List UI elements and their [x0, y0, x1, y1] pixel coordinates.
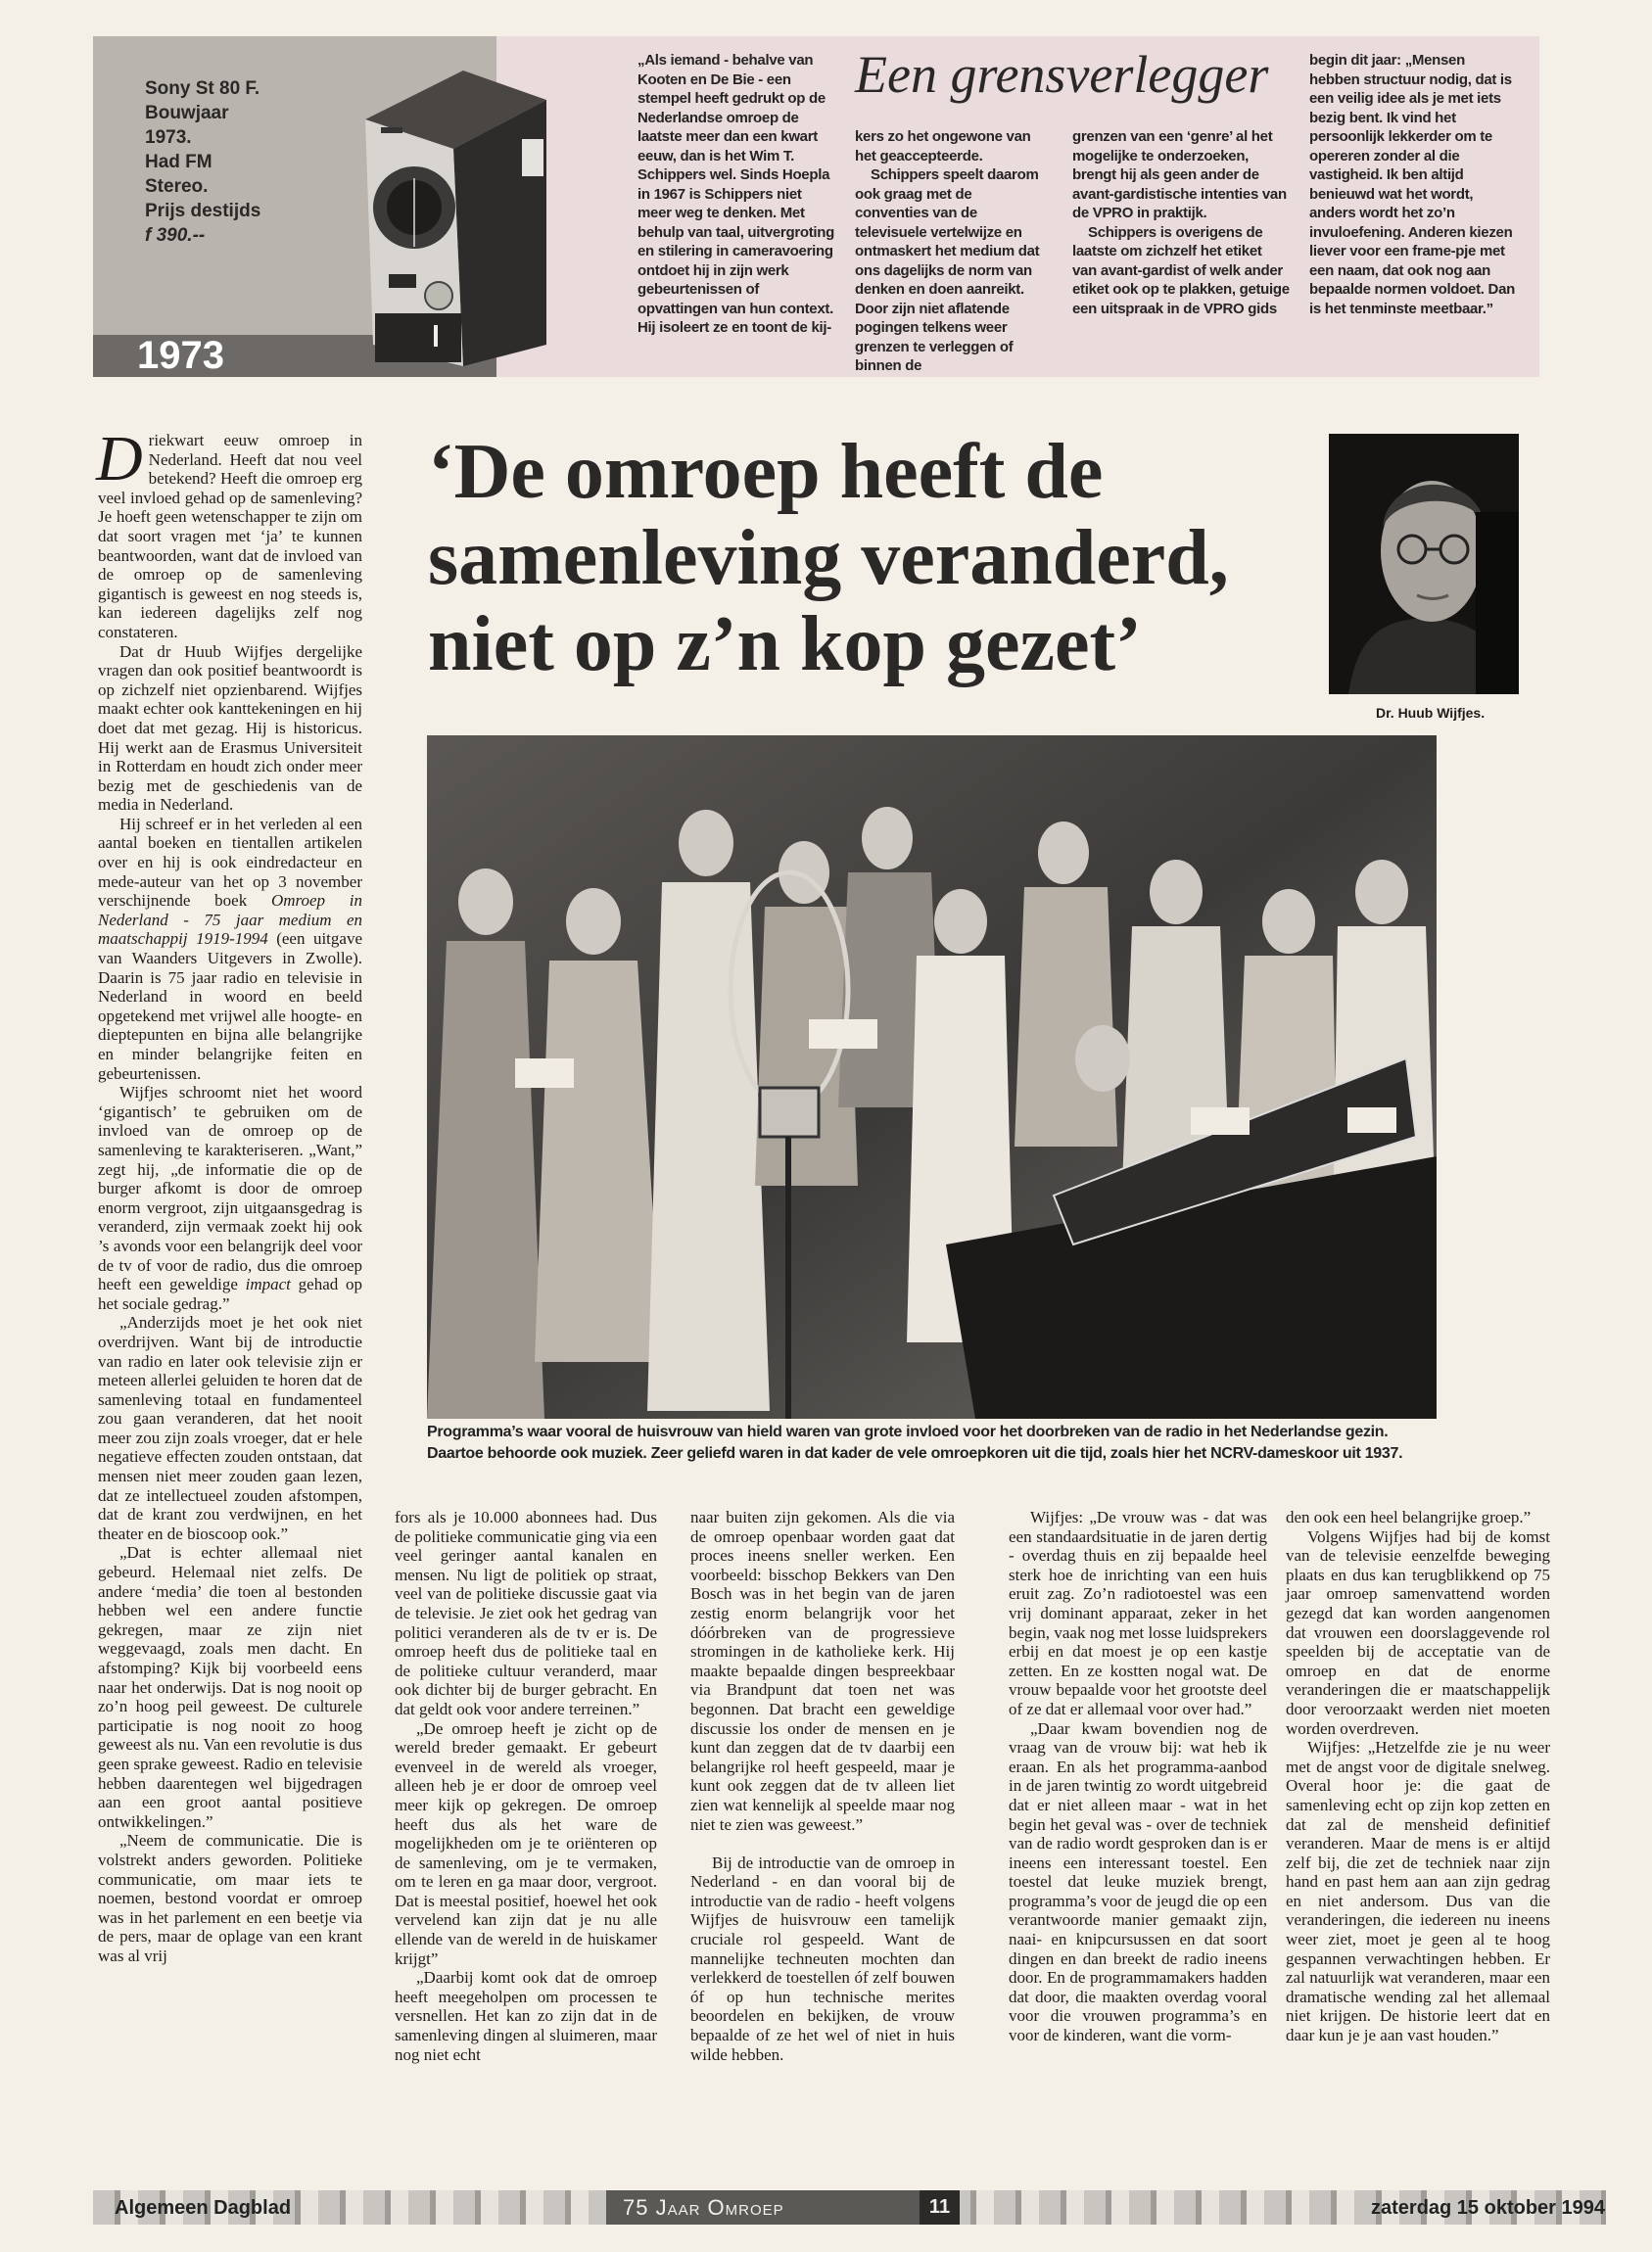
text-run: Schippers speelt daarom ook graag met de conventies van de televisuele vertelwijze en ontmaskert het medium dat ons dagelijks de norm van denken en doen aanreikt. Door zijn niet aflatende pogingen telkens weer grenzen te verleggen of binnen de: [855, 166, 1040, 374]
sidebar-column: [855, 127, 1049, 376]
portrait-photo: [1329, 434, 1519, 694]
photo-caption: Programma’s waar vooral de huisvrouw van hield waren van grote invloed voor het doorbreken van de radio in het Nederlandse gezin. Daartoe behoorde ook muziek. Zeer geliefd waren in dat kader de vele omroepkoren uit die tijd, zoals hier het NCRV-dameskoor uit 1937.: [427, 1424, 1403, 1462]
text-run: „Als iemand - behalve van Kooten en De Bie - een stempel heeft gedrukt op de Nederlandse omroep de laatste meer dan een kwart eeuw, dan is het Wim T. Schippers wel. Sinds Hoepla in 1967 is Schippers niet meer weg te denken. Met behulp van taal, uitvergroting en stilering in cameravoering ontdoet hij in zijn werk gebeurtenissen of opvattingen van hun context. Hij isoleert ze en toont de kij-: [637, 52, 835, 336]
sidebar-column: [1309, 51, 1517, 318]
text-run: Bij de introductie van de omroep in Nederland - en dan vooral bij de introductie van de radio - heeft volgens Wijfjes de huisvrouw een tamelijk cruciale rol gespeeld. Want de mannelijke techneuten mochten dan verlekkerd de toestellen óf zelf bouwen óf op hun technische merites beoordelen en bekijken, de vrouw bepaalde of ze het wel of niet in huis wilde hebben.: [690, 1853, 955, 2064]
paragraph: [395, 1719, 657, 1969]
year-label: 1973: [137, 334, 224, 377]
section-title: 75 Jaar Omroep: [623, 2195, 784, 2220]
headline-line: samenleving veranderd,: [428, 515, 1229, 601]
article-column: [395, 1508, 657, 2064]
paragraph: [1309, 51, 1517, 318]
product-line: Sony St 80 F.: [145, 78, 260, 99]
paragraph: [1009, 1719, 1267, 2045]
text-run: kers zo het ongewone van het geaccepteerde.: [855, 128, 1031, 164]
article-column: [1286, 1508, 1550, 2045]
radio-receiver-image: [346, 51, 556, 370]
text-run: den ook een heel belangrijke groep.”: [1286, 1508, 1532, 1526]
text-run: begin dit jaar: „Mensen hebben structuur nodig, dat is een veilig idee als je met iets bezig bent. Ik vind het persoonlijk lekkerder om te opereren zonder al die vastigheid. Ik ben altijd benieuwd wat het wordt, anders wordt het zo’n invuloefening. Anderen kiezen liever voor een frame-pje met een naam, dat ook nog aan bepaalde normen voldoet. Dan is het tenminste meetbaar.”: [1309, 52, 1515, 317]
issue-date: zaterdag 15 oktober 1994: [1371, 2197, 1605, 2219]
article-column: [690, 1508, 955, 2064]
text-run: gehad op het sociale gedrag.”: [98, 1275, 362, 1313]
portrait-caption: Dr. Huub Wijfjes.: [1376, 705, 1486, 721]
text-run: „Neem de communicatie. Die is volstrekt anders geworden. Politieke communicatie, om maar iets te noemen, bestond voordat er omroep was in het parlement en een beetje via de pers, maar de oplage van een krant was al vrij: [98, 1831, 362, 1965]
text-run: „Daarbij komt ook dat de omroep heeft meegeholpen om processen te versnellen. Het kan zo zijn dat in de samenleving dingen al sluimeren, maar nog niet echt: [395, 1968, 657, 2064]
product-description: [145, 76, 260, 248]
paragraph: [1072, 223, 1290, 319]
paragraph: [395, 1508, 657, 1719]
text-run: Wijfjes: „Hetzelfde zie je nu weer met de angst voor de digitale snelweg. Overal hoor je: die gaat de samenleving echt op zijn kop zetten en dat zal de mensheid definitief veranderen. Maar de mens is er altijd zelf bij, die zet de techniek naar zijn hand en past hem aan aan zijn gedrag en niet andersom. Dus van die veranderingen, die iedereen nu ineens weer ziet, moet je geen al te hoog gespannen verwachtingen hebben. Er zal natuurlijk wat veranderen, maar een dramatische wending zal het allemaal niet krijgen. De historie leert dat en daar kun je je aan vast houden.”: [1286, 1738, 1550, 2045]
product-line: Bouwjaar: [145, 103, 229, 123]
text-run: Dat dr Huub Wijfjes dergelijke vragen dan ook positief beantwoordt is op zichzelf niet opzienbarend. Wijfjes maakt echter ook kanttekeningen en hij doet dat met gezag. Hij is historicus. Hij werkt aan de Erasmus Universiteit in Rotterdam en houdt zich onder meer bezig met de geschiedenis van de media in Nederland.: [98, 641, 362, 815]
article-headline: [428, 429, 1229, 687]
paragraph: [395, 1968, 657, 2064]
choir-photo: [427, 735, 1437, 1419]
paragraph: [1072, 127, 1290, 223]
paragraph: [1009, 1508, 1267, 1719]
text-run: naar buiten zijn gekomen. Als die via de omroep openbaar worden gaat dat proces ineens sneller werken. Een voorbeeld: bisschop Bekkers van Den Bosch was in het begin van de jaren zestig enorm belangrijk voor het dóórbreken van de progressieve stromingen in de katholieke kerk. Hij maakte bepaalde dingen bespreekbaar via Brandpunt dat toen net was begonnen. Dat bracht een geweldige discussie los onder de mensen en je kunt dan zeggen dat de tv daarbij een belangrijke rol heeft gespeeld, maar je kunt ook zeggen dat de tv alleen liet zien wat kennelijk al speelde maar nog niet te zien was geweest.”: [690, 1508, 955, 1834]
paragraph: [98, 1543, 362, 1831]
paragraph: [96, 423, 362, 642]
text-run: riekwart eeuw omroep in Nederland. Heeft dat nou veel betekend? Heeft die omroep erg veel invloed gehad op de samenleving? Je hoeft geen wetenschapper te zijn om dat soort vragen met ‘ja’ te kunnen beantwoorden, want dat de invloed van de omroep op de samenleving gigantisch is geweest en nog steeds is, kan iedereen dagelijks zelf nog constateren.: [98, 431, 362, 641]
article-column: [1009, 1508, 1267, 2045]
paragraph: [98, 642, 362, 815]
text-run: Schippers is overigens de laatste om zichzelf het etiket van avant-gardist of welk ander etiket ook op te plakken, getuige een uitspraak in de VPRO gids: [1072, 223, 1290, 317]
text-run: Hij schreef er in het verleden al een aantal boeken en tientallen artikelen over en hij is ook eindredacteur en mede-auteur van het op 3 november verschijnende boek: [98, 814, 362, 911]
paragraph: [98, 815, 362, 1083]
product-line: Had FM: [145, 152, 212, 172]
product-line: f 390.--: [145, 225, 206, 246]
paragraph: [98, 1313, 362, 1543]
text-run: „Anderzijds moet je het ook niet overdrijven. Want bij de introductie van radio en later ook televisie zijn er meteen allerlei geluiden te horen dat de samenleving totaal en fundamenteel zou gaan veranderen, dat het nooit meer zou zijn zoals vroeger, dat er hele negatieve effecten zouden ontstaan, dat mensen niet meer zouden gaan lezen, dat ze intellectueel zouden afstompen, dat de krant zou verdwijnen, en het theater en de bioscoop ook.”: [98, 1313, 362, 1543]
text-run: Volgens Wijfjes had bij de komst van de televisie eenzelfde beweging plaats en dus kan terugblikkend op 75 jaar omroep samenvattend worden gezegd dat kan worden aangenomen dat vrouwen een doorslaggevende rol speelden bij de acceptatie van de omroep en dat de enorme veranderingen die er maatschappelijk door veroorzaakt werden niet moeten worden overdreven.: [1286, 1526, 1550, 1738]
product-line: Prijs destijds: [145, 201, 261, 221]
paragraph: [1286, 1738, 1550, 2045]
italic-text: Omroep in Nederland - 75 jaar medium en maatschappij 1919-1994: [98, 891, 363, 949]
text-run: grenzen van een ‘genre’ al het mogelijke te onderzoeken, brengt hij als geen ander de avant-gardistische intenties van de VPRO in praktijk.: [1072, 128, 1287, 221]
drop-cap: D: [96, 423, 143, 494]
paragraph: [690, 1853, 955, 2065]
page-number: 11: [928, 2196, 951, 2218]
text-run: fors als je 10.000 abonnees had. Dus de politieke communicatie ging via een veel geringer aantal kanalen en mensen. Nu ligt de politiek op straat, veel van de politieke discussie gaat via de televisie. Je ziet ook het gedrag van politici veranderen als de tv er is. De omroep heeft dus de politieke taal en de politieke cultuur veranderd, maar ook dichter bij de burger gebracht. En dat geldt ook voor andere terreinen.”: [395, 1508, 657, 1718]
paragraph: [98, 1831, 362, 1965]
text-run: „Dat is echter allemaal niet gebeurd. Helemaal niet zelfs. De andere ‘media’ die toen al bestonden hebben wel een andere functie gekregen, maar ze zijn niet weggevaagd, zoals men dacht. En afstomping? Kijk bij voorbeeld eens naar het onderwijs. Dat is nog nooit op zo’n hoog peil geweest. De culturele participatie is nog nooit zo hoog geweest als nu. Van een revolutie is dus geen sprake geweest. Radio en televisie hebben daarentegen wel bijgedragen aan een groot aantal positieve ontwikkelingen.”: [98, 1543, 363, 1831]
product-line: 1973.: [145, 127, 192, 148]
headline-line: ‘De omroep heeft de: [428, 429, 1104, 515]
italic-text: impact: [245, 1275, 291, 1294]
product-line: Stereo.: [145, 176, 209, 197]
text-run: (een uitgave van Waanders Uitgevers in Zwolle). Daarin is 75 jaar radio en televisie in Nederland in woord en beeld opgetekend met vrijwel alle hoogte- en dieptepunten en bijna alle belangrijke en minder belangrijke feiten en gebeurtenissen.: [98, 929, 362, 1083]
paragraph: [855, 165, 1049, 376]
paragraph: [98, 1083, 362, 1313]
text-run: Wijfjes schroomt niet het woord ‘gigantisch’ te gebruiken om de invloed van de omroep op de samenleving te karakteriseren. „Want,” zegt hij, „de informatie die op de burger afkomt is door de omroep enorm vergroot, zijn uitgaansgedrag is veranderd, zijn vermaak zoekt hij ook ’s avonds voor een belangrijk deel voor de tv of voor de radio, dus die omroep heeft een geweldige: [98, 1083, 362, 1294]
sidebar-column: [637, 51, 838, 338]
text-run: „De omroep heeft je zicht op de wereld breder gemaakt. Er gebeurt evenveel in de wereld als vroeger, alleen heb je er door de omroep veel meer kijk op gekregen. De omroep heeft dus als het ware de mogelijkheden om je te oriënteren op de samenleving, om je te vermaken, om te leren en ga maar door, vergroot. Dat is meestal positief, hoewel het ook vervelend kan zijn dat je nu alle ellende van de wereld in de huiskamer krijgt”: [395, 1718, 657, 1968]
paragraph: [1286, 1527, 1550, 1739]
sidebar-title: Een grensverlegger: [855, 45, 1269, 104]
paragraph: [855, 127, 1049, 165]
paragraph: [637, 51, 838, 338]
headline-line: niet op z’n kop gezet’: [428, 601, 1142, 687]
paragraph: [690, 1508, 955, 1834]
newspaper-name: Algemeen Dagblad: [115, 2197, 292, 2219]
text-run: „Daar kwam bovendien nog de vraag van de vrouw bij: wat heb ik eraan. En als het programma-aanbod in de jaren twintig zo wordt uitgebreid dat er niet alleen maar - wat in het begin het geval was - over de techniek van de radio wordt gesproken dan is er ineens een interessant toestel. Een toestel dat leuke muziek brengt, programma’s voor de jeugd die op een verantwoorde manier gemaakt zijn, naai- en knipcursussen en dat soort dingen en dan breekt de radio ineens door. En de programmamakers hadden dat door, die maakten overdag vooral voor die vrouwen programma’s en voor de kinderen, want die vorm-: [1009, 1718, 1267, 2045]
sidebar-column: [1072, 127, 1290, 318]
paragraph: [1286, 1508, 1550, 1527]
text-run: Wijfjes: „De vrouw was - dat was een standaardsituatie in de jaren dertig - overdag thuis en zij bepaalde heel sterk hoe de inrichting van een huis eruit zag. Zo’n radiotoestel was een vrij dominant apparaat, zeker in het begin, vaak nog met losse luidsprekers erbij en dat moest je op een kastje zetten. En ze kostten nogal wat. De vrouw bepaalde voor het grootste deel of ze dat er allemaal voor over had.”: [1009, 1508, 1267, 1718]
article-column: [96, 423, 363, 1966]
